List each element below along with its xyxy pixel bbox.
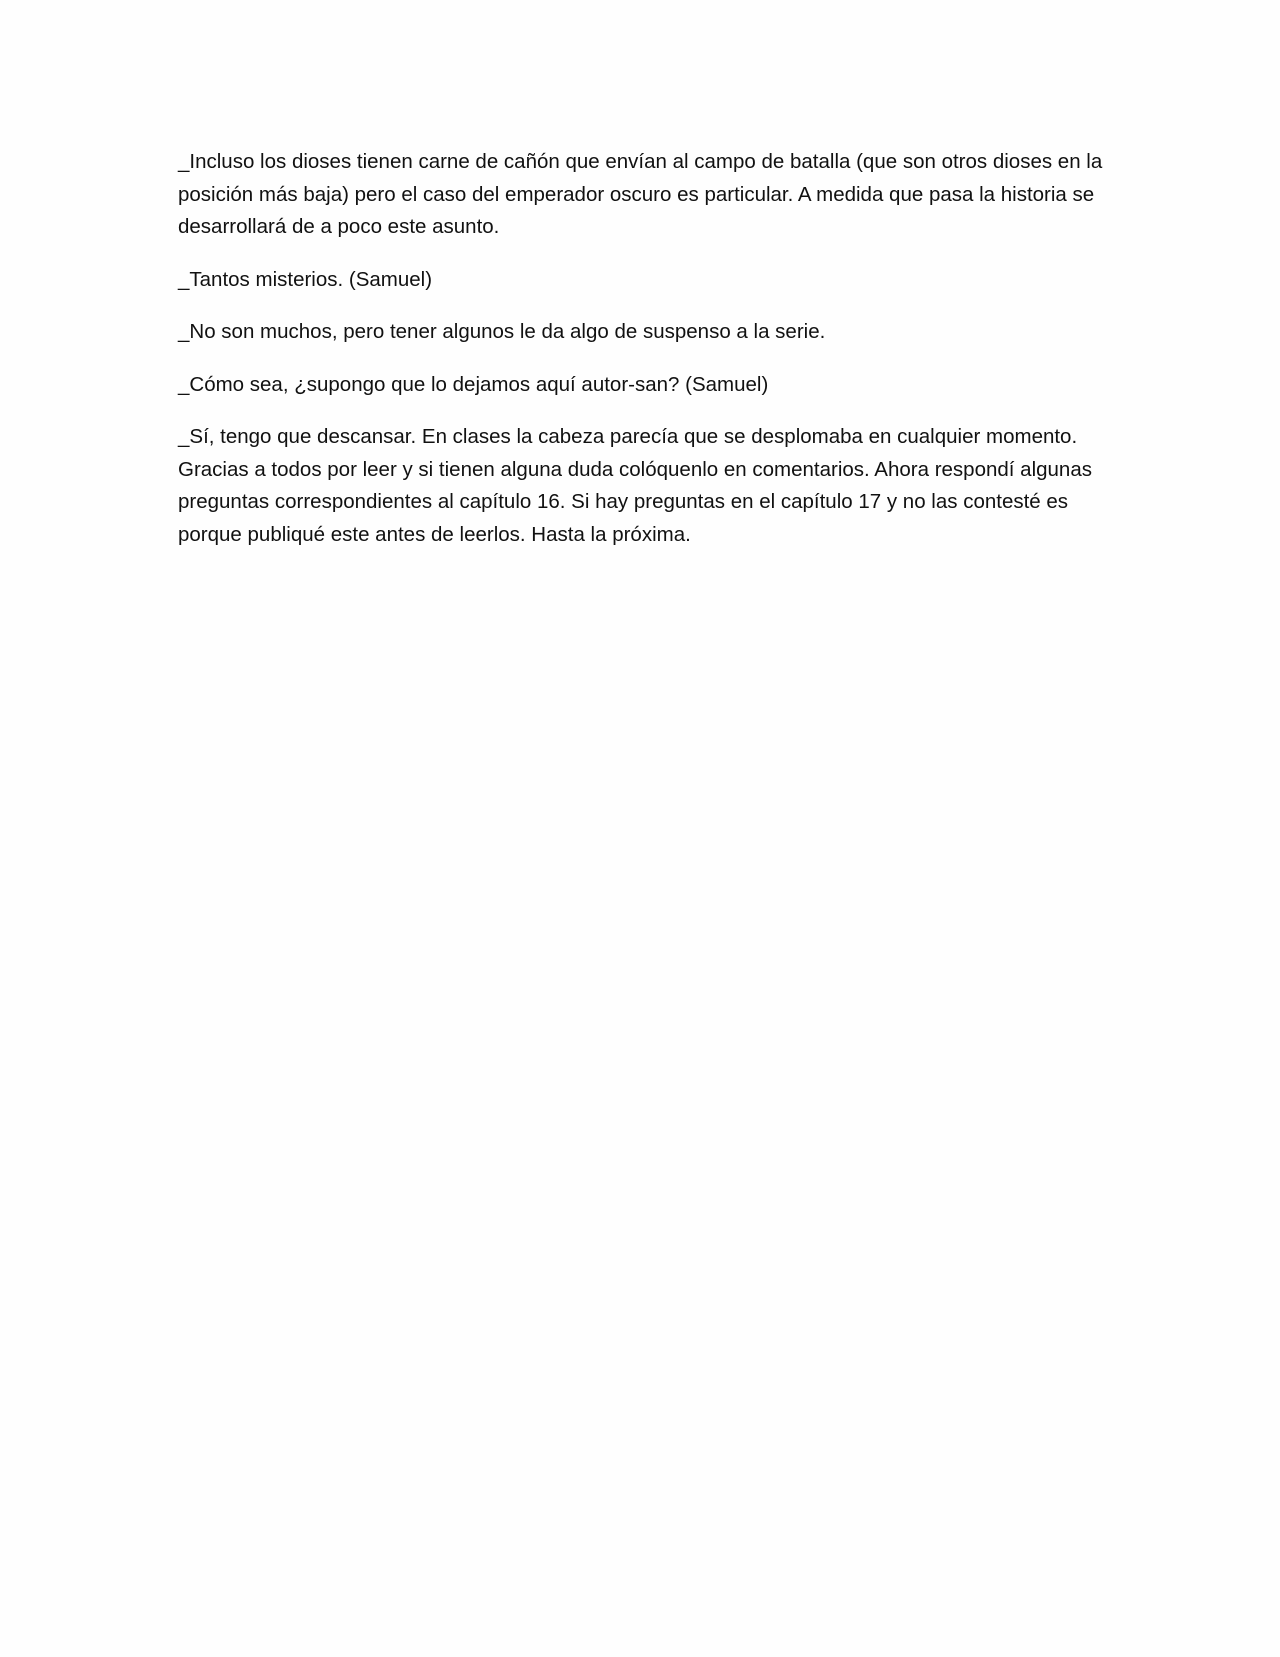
- paragraph-dialogue-author: _No son muchos, pero tener algunos le da algo de suspenso a la serie.: [178, 320, 826, 343]
- paragraph-narration: _Incluso los dioses tienen carne de cañón que envían al campo de batalla (que son otros dioses en la posición más baja) pero el caso del emperador oscuro es particular. A medida que pasa la historia se desarrollará de a poco este asunto.: [178, 150, 1103, 238]
- paragraph-closing: _Sí, tengo que descansar. En clases la cabeza parecía que se desplomaba en cualquier momento. Gracias a todos por leer y si tienen alguna duda colóquenlo en comentarios. Ahora respondí algunas preguntas correspondientes al capítulo 16. Si hay preguntas en el capítulo 17 y no las contesté es porque publiqué este antes de leerlos. Hasta la próxima.: [178, 425, 1092, 546]
- paragraph-dialogue-samuel: _Tantos misterios. (Samuel): [178, 267, 433, 291]
- paragraph-dialogue-samuel: _Cómo sea, ¿supongo que lo dejamos aquí autor-san? (Samuel): [178, 372, 769, 396]
- document-body: [178, 146, 1108, 571]
